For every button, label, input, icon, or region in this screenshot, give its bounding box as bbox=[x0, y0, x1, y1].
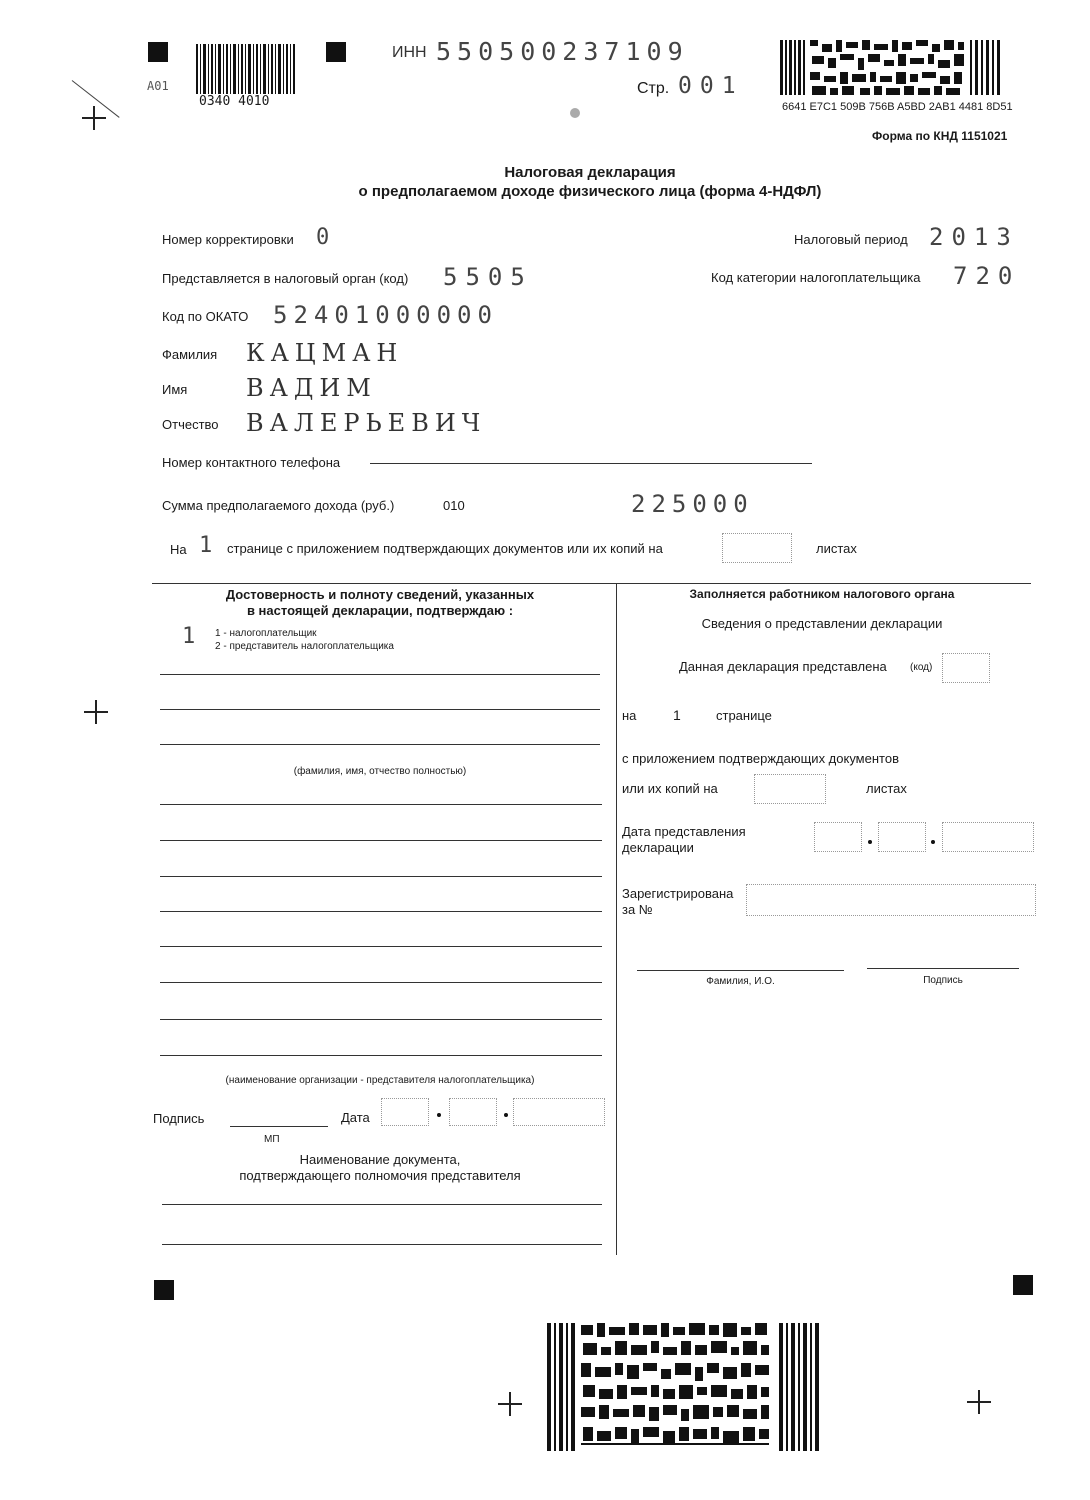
patronymic-value: ВАЛЕРЬЕВИЧ bbox=[246, 409, 487, 437]
registration-square-top-mid bbox=[326, 42, 346, 62]
income-value: 225000 bbox=[631, 490, 754, 518]
column-divider bbox=[616, 583, 617, 1255]
crosshair-mid-left bbox=[84, 700, 108, 724]
attach-line2: или их копий на bbox=[622, 781, 718, 796]
officer-sign-caption: Подпись bbox=[923, 975, 963, 986]
on-label: на bbox=[622, 708, 637, 723]
tax-org-value: 5505 bbox=[443, 263, 533, 291]
presented-month-box bbox=[878, 822, 926, 852]
barcode-number: 0340 4010 bbox=[199, 94, 270, 109]
tax-org-label: Представляется в налоговый орган (код) bbox=[162, 271, 409, 286]
date-presented-line2: декларации bbox=[622, 840, 694, 855]
org-line-7 bbox=[160, 1019, 602, 1020]
crosshair-top-left bbox=[82, 106, 106, 130]
crosshair-bottom-right bbox=[967, 1390, 991, 1414]
surname-label: Фамилия bbox=[162, 347, 218, 362]
doc-heading bbox=[160, 1152, 600, 1184]
fio-line-3 bbox=[160, 744, 600, 745]
correction-label: Номер корректировки bbox=[162, 232, 294, 247]
page-value: 001 bbox=[678, 73, 744, 99]
doc-line-a bbox=[162, 1204, 602, 1205]
date-presented-label bbox=[622, 824, 746, 856]
pages-text: странице с приложением подтверждающих документов или их копий на bbox=[227, 541, 663, 556]
okato-value: 52401000000 bbox=[273, 301, 498, 329]
date-label: Дата bbox=[341, 1110, 370, 1125]
org-line-6 bbox=[160, 982, 602, 983]
presented-code: (код) bbox=[910, 662, 933, 673]
org-line-1 bbox=[160, 804, 602, 805]
patronymic-label: Отчество bbox=[162, 417, 219, 432]
org-caption: (наименование организации - представителя налогоплательщика) bbox=[225, 1075, 535, 1086]
page-title bbox=[250, 163, 930, 201]
org-line-5 bbox=[160, 946, 602, 947]
sign-label: Подпись bbox=[153, 1111, 205, 1126]
2d-barcode-top bbox=[780, 40, 1005, 95]
mp-label: МП bbox=[264, 1134, 280, 1145]
presented-dot-2 bbox=[931, 840, 935, 844]
date-dot-2 bbox=[504, 1113, 508, 1117]
pages-value: 1 bbox=[199, 533, 222, 558]
registered-line1: Зарегистрирована bbox=[622, 886, 734, 901]
okato-label: Код по ОКАТО bbox=[162, 309, 249, 324]
date-dot-1 bbox=[437, 1113, 441, 1117]
presented-year-box bbox=[942, 822, 1034, 852]
officer-sign-line bbox=[867, 968, 1019, 969]
linear-barcode bbox=[196, 44, 296, 94]
pages-suffix: листах bbox=[816, 541, 857, 556]
name-value: ВАДИМ bbox=[246, 374, 377, 402]
attach-line1: с приложением подтверждающих документов bbox=[622, 751, 899, 766]
on-suffix: странице bbox=[716, 708, 772, 723]
phone-line bbox=[370, 463, 812, 464]
org-line-3 bbox=[160, 876, 602, 877]
right-heading: Заполняется работником налогового органа bbox=[689, 587, 955, 601]
registration-square-bottom-right bbox=[1013, 1275, 1033, 1295]
date-month-box bbox=[449, 1098, 497, 1126]
registered-label bbox=[622, 886, 733, 918]
fio-caption: (фамилия, имя, отчество полностью) bbox=[293, 766, 467, 777]
date-presented-line1: Дата представления bbox=[622, 824, 746, 839]
phone-label: Номер контактного телефона bbox=[162, 455, 341, 470]
attach-count-box bbox=[754, 774, 826, 804]
fio-line-1 bbox=[160, 674, 600, 675]
doc-line-b bbox=[162, 1244, 602, 1245]
sign-line bbox=[230, 1126, 328, 1127]
surname-value: КАЦМАН bbox=[246, 339, 404, 367]
presented-label: Данная декларация представлена bbox=[679, 659, 887, 674]
2d-barcode-bottom bbox=[547, 1323, 827, 1451]
pages-prefix: На bbox=[170, 542, 187, 557]
pages-count-box bbox=[722, 533, 792, 563]
org-line-8 bbox=[160, 1055, 602, 1056]
crosshair-bottom-center bbox=[498, 1392, 522, 1416]
period-value: 2013 bbox=[929, 223, 1019, 251]
confirm-line1: Достоверность и полноту сведений, указанных bbox=[225, 587, 535, 602]
presented-dot-1 bbox=[868, 840, 872, 844]
registered-number-box bbox=[746, 884, 1036, 916]
section-divider bbox=[152, 583, 1031, 584]
registered-line2: за № bbox=[622, 902, 653, 917]
officer-fio-caption: Фамилия, И.О. bbox=[706, 976, 775, 987]
doc-line1: Наименование документа, bbox=[299, 1152, 461, 1167]
name-label: Имя bbox=[162, 382, 188, 397]
registration-square-bottom-left bbox=[154, 1280, 174, 1300]
fio-line-2 bbox=[160, 709, 600, 710]
officer-fio-line bbox=[637, 970, 844, 971]
period-label: Налоговый период bbox=[794, 232, 908, 247]
signer-value: 1 bbox=[182, 624, 205, 649]
date-year-box bbox=[513, 1098, 605, 1126]
category-label: Код категории налогоплательщика bbox=[711, 270, 921, 285]
hash-code: 6641 E7C1 509B 756B A5BD 2AB1 4481 8D51 bbox=[782, 101, 1013, 113]
correction-value: 0 bbox=[316, 225, 339, 250]
presented-day-box bbox=[814, 822, 862, 852]
punch-dot bbox=[570, 108, 580, 118]
confirm-heading bbox=[160, 587, 600, 619]
form-code-a01: A01 bbox=[147, 79, 169, 93]
org-line-2 bbox=[160, 840, 602, 841]
confirm-line2: в настоящей декларации, подтверждаю : bbox=[246, 603, 514, 618]
title-line2: о предполагаемом доходе физического лица (форма 4-НДФЛ) bbox=[358, 183, 822, 200]
inn-label: ИНН bbox=[392, 44, 427, 61]
registration-square-top-left bbox=[148, 42, 168, 62]
signer-option-2: 2 - представитель налогоплательщика bbox=[215, 641, 394, 652]
title-line1: Налоговая декларация bbox=[504, 164, 676, 181]
signer-option-1: 1 - налогоплательщик bbox=[215, 628, 317, 639]
income-code: 010 bbox=[443, 498, 465, 513]
income-label: Сумма предполагаемого дохода (руб.) bbox=[162, 498, 395, 513]
on-value: 1 bbox=[673, 707, 681, 723]
attach-suffix: листах bbox=[866, 781, 907, 796]
page-label: Стр. bbox=[637, 80, 670, 97]
org-line-4 bbox=[160, 911, 602, 912]
doc-line2: подтверждающего полномочия представителя bbox=[239, 1168, 521, 1183]
right-subheading: Сведения о представлении декларации bbox=[701, 616, 943, 631]
category-value: 720 bbox=[953, 262, 1021, 290]
inn-value: 550500237109 bbox=[436, 37, 689, 66]
date-day-box bbox=[381, 1098, 429, 1126]
presented-code-box bbox=[942, 653, 990, 683]
form-knd: Форма по КНД 1151021 bbox=[872, 129, 1008, 143]
